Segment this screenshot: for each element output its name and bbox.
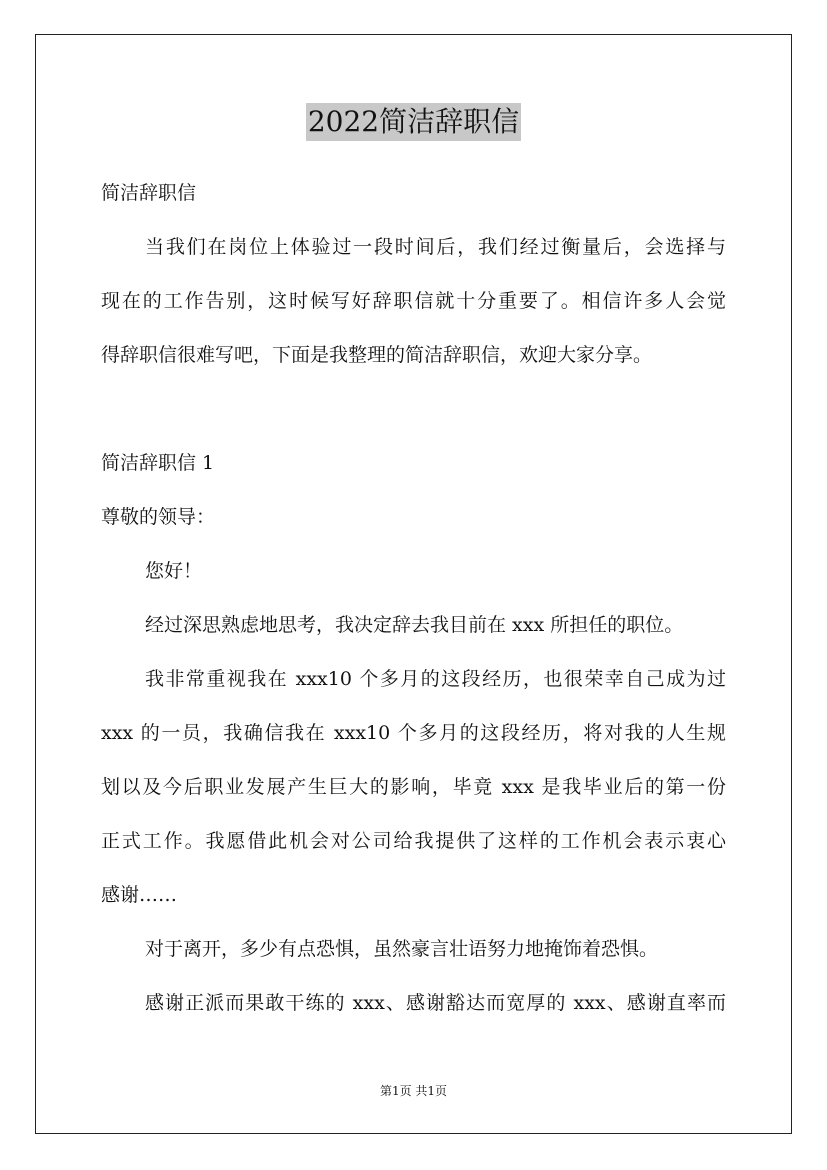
letter-paragraph-line: 我非常重视我在 xxx10 个多月的这段经历，也很荣幸自己成为过 xyxy=(145,668,726,690)
letter-paragraph-line: 划以及今后职业发展产生巨大的影响，毕竟 xxx 是我毕业后的第一份 xyxy=(101,776,726,798)
intro-paragraph-line: 现在的工作告别，这时候写好辞职信就十分重要了。相信许多人会觉 xyxy=(101,290,726,312)
document-title: 2022简洁辞职信 xyxy=(306,103,521,141)
intro-paragraph-line: 当我们在岗位上体验过一段时间后，我们经过衡量后，会选择与 xyxy=(145,236,726,258)
page-footer: 第1页 共1页 xyxy=(379,1084,448,1098)
letter-paragraph-line: 感谢正派而果敢干练的 xxx、感谢豁达而宽厚的 xxx、感谢直率而 xyxy=(145,992,726,1014)
letter-paragraph-line: 正式工作。我愿借此机会对公司给我提供了这样的工作机会表示衷心 xyxy=(101,830,726,852)
section-heading: 简洁辞职信 1 xyxy=(101,452,215,474)
letter-paragraph-line: 经过深思熟虑地思考，我决定辞去我目前在 xxx 所担任的职位。 xyxy=(145,614,684,636)
letter-paragraph-line: 对于离开，多少有点恐惧，虽然豪言壮语努力地掩饰着恐惧。 xyxy=(145,938,659,960)
intro-heading: 简洁辞职信 xyxy=(101,182,197,204)
letter-paragraph-line: xxx 的一员，我确信我在 xxx10 个多月的这段经历，将对我的人生规 xyxy=(101,722,726,744)
salutation: 尊敬的领导： xyxy=(101,506,216,528)
letter-paragraph-line: 感谢…… xyxy=(101,884,178,906)
intro-paragraph-line: 得辞职信很难写吧，下面是我整理的简洁辞职信，欢迎大家分享。 xyxy=(101,344,653,366)
title-wrap xyxy=(0,103,827,141)
greeting: 您好！ xyxy=(145,560,203,582)
